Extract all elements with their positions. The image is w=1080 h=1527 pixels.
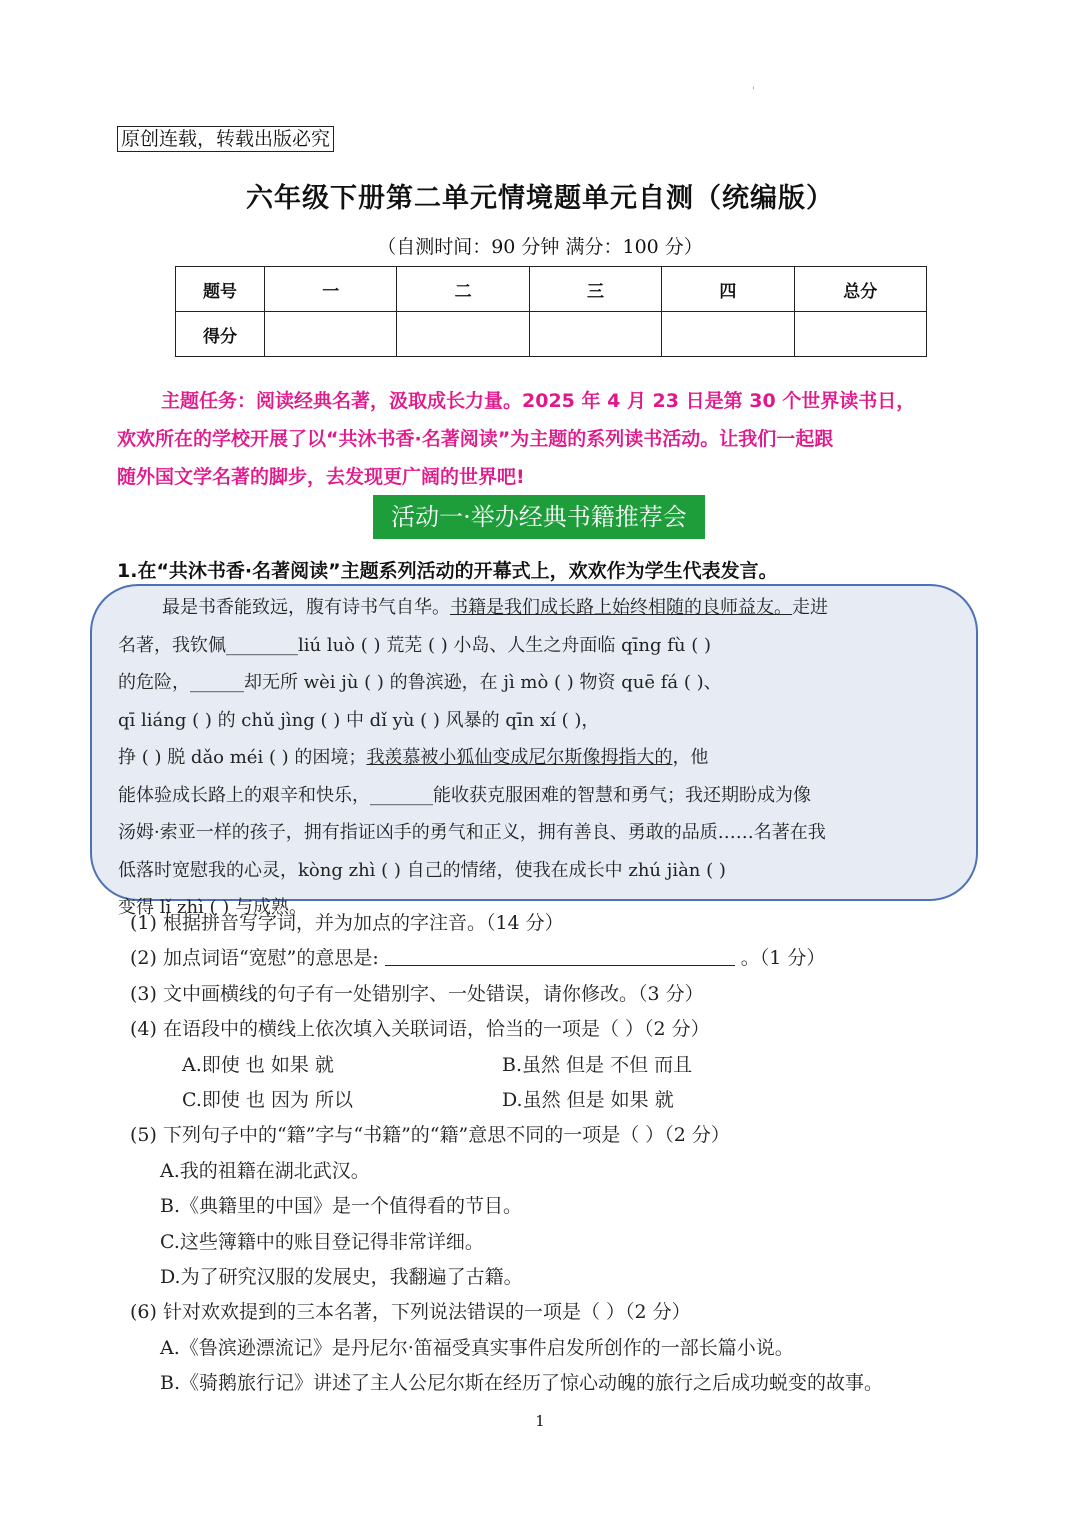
theme-line: 主题任务：阅读经典名著，汲取成长力量。2025 年 4 月 23 日是第 30 个世界读书日， (161, 390, 916, 412)
option[interactable]: B.《骑鹅旅行记》讲述了主人公尼尔斯在经历了惊心动魄的旅行之后成功蜕变的故事。 (160, 1372, 884, 1395)
option[interactable]: B.虽然 但是 不但 而且 (502, 1053, 693, 1076)
sub-question: (5) 下列句子中的“籍”字与“书籍”的“籍”意思不同的一项是（ ）（2 分） (130, 1124, 730, 1147)
theme-line: 随外国文学名著的脚步，去发现更广阔的世界吧! (117, 466, 525, 488)
theme-line: 欢欢所在的学校开展了以“共沐书香·名著阅读”为主题的系列读书活动。让我们一起跟 (117, 428, 834, 450)
score-table-col: 一 (265, 267, 397, 312)
sub-question: (2) 加点词语“宽慰”的意思是: 。（1 分） (130, 941, 980, 976)
passage-line: 最是书香能致远，腹有诗书气自华。书籍是我们成长路上始终相随的良师益友。走进 (162, 597, 828, 618)
score-table-col: 四 (662, 267, 794, 312)
sub-question: (6) 针对欢欢提到的三本名著，下列说法错误的一项是（ ）（2 分） (130, 1301, 691, 1324)
option[interactable]: B.《典籍里的中国》是一个值得看的节目。 (160, 1195, 523, 1218)
score-cell[interactable] (662, 312, 794, 357)
passage-line: 能体验成长路上的艰辛和快乐，_______能收获克服困难的智慧和勇气；我还期盼成为像 (118, 784, 811, 806)
option[interactable]: A.即使 也 如果 就 (182, 1053, 334, 1076)
score-table-col: 二 (397, 267, 529, 312)
score-table-label: 得分 (176, 312, 265, 357)
answer-blank[interactable] (385, 943, 735, 966)
decorative-dot: ' (752, 86, 755, 97)
passage (118, 589, 968, 927)
passage-line: 变得 lǐ zhì ( ) 与成熟。 (118, 897, 307, 918)
score-table-col: 三 (529, 267, 661, 312)
score-table-score-row (176, 312, 927, 357)
sub-question: (1) 根据拼音写字词，并为加点的字注音。（14 分） (130, 912, 564, 934)
sub-question: (3) 文中画横线的句子有一处错别字、一处错误，请你修改。（3 分） (130, 982, 704, 1005)
sub-questions (130, 906, 980, 1401)
score-table-label: 题号 (176, 267, 265, 312)
score-cell[interactable] (794, 312, 926, 357)
score-cell[interactable] (529, 312, 661, 357)
option[interactable]: D.虽然 但是 如果 就 (502, 1088, 674, 1111)
question-1-prompt: 1.在“共沐书香·名著阅读”主题系列活动的开幕式上，欢欢作为学生代表发言。 (117, 560, 778, 582)
passage-line: 挣 ( ) 脱 dǎo méi ( ) 的困境；我羡慕被小狐仙变成尼尔斯像拇指大的，他 (118, 747, 709, 768)
score-table-header-row (176, 267, 927, 312)
theme-task (117, 382, 967, 496)
option-row (130, 1083, 980, 1118)
option-row (130, 1048, 980, 1083)
sub-question: (4) 在语段中的横线上依次填入关联词语，恰当的一项是（ ）（2 分） (130, 1018, 710, 1041)
passage-line: qī liáng ( ) 的 chǔ jìng ( ) 中 dǐ yù ( ) 风暴的 qīn xí ( )， (118, 709, 600, 731)
passage-line: 汤姆·索亚一样的孩子，拥有指证凶手的勇气和正义，拥有善良、勇敢的品质……名著在我 (118, 822, 826, 843)
option[interactable]: A.《鲁滨逊漂流记》是丹尼尔·笛福受真实事件启发所创作的一部长篇小说。 (160, 1336, 794, 1359)
score-table-col: 总分 (794, 267, 926, 312)
activity-banner: 活动一·举办经典书籍推荐会 (373, 495, 705, 539)
page-title: 六年级下册第二单元情境题单元自测（统编版） (246, 183, 834, 214)
page-number: 1 (535, 1412, 545, 1430)
option[interactable]: C.这些簿籍中的账目登记得非常详细。 (160, 1230, 484, 1253)
score-cell[interactable] (397, 312, 529, 357)
option[interactable]: D.为了研究汉服的发展史，我翻遍了古籍。 (160, 1265, 523, 1288)
exam-info: （自测时间：90 分钟 满分：100 分） (377, 236, 703, 258)
passage-line: 名著，我钦佩________liú luò ( ) 荒芜 ( ) 小岛、人生之舟面临 qīng fù ( ) (118, 634, 712, 656)
underlined-sentence: 书籍是我们成长路上始终相随的良师益友。 (450, 597, 792, 618)
underlined-sentence: 我羡慕被小狐仙变成尼尔斯像拇指大的 (366, 747, 673, 768)
passage-line: 低落时宽慰我的心灵，kòng zhì ( ) 自己的情绪，使我在成长中 zhú jiàn ( ) (118, 859, 726, 881)
copyright-note: 原创连载，转载出版必究 (117, 126, 334, 152)
passage-line: 的危险，______却无所 wèi jù ( ) 的鲁滨逊，在 jì mò ( ) 物资 quē fá ( )、 (118, 672, 722, 693)
option[interactable]: A.我的祖籍在湖北武汉。 (160, 1159, 370, 1182)
option[interactable]: C.即使 也 因为 所以 (182, 1088, 354, 1111)
score-cell[interactable] (265, 312, 397, 357)
score-table (175, 266, 927, 357)
